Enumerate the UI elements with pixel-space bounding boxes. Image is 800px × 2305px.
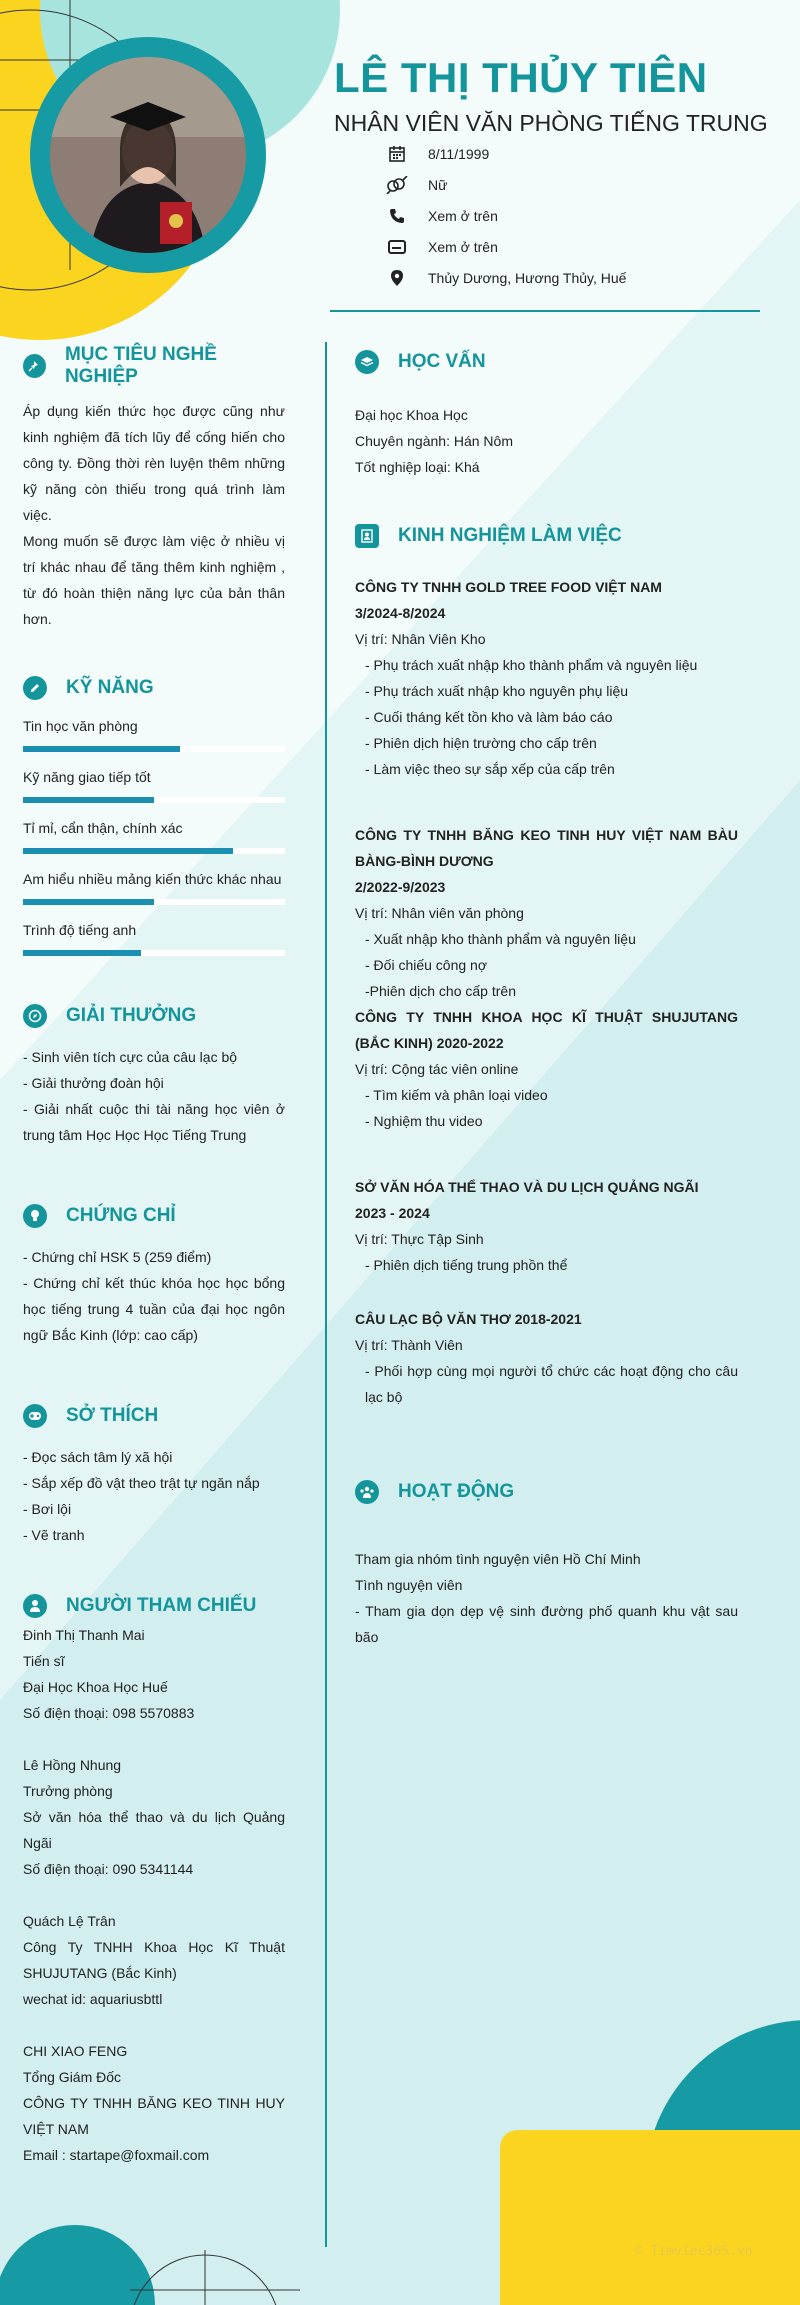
watermark: © Timviec365.vn	[635, 2244, 753, 2259]
job-task: - Đối chiếu công nợ	[365, 957, 488, 973]
job-company: CÔNG TY TNHH KHOA HỌC KĨ THUẬT SHUJUTANG (BẮC KINH) 2020-2022	[355, 1009, 738, 1051]
hobby-item: - Bơi lội	[23, 1501, 72, 1517]
contact-phone	[380, 200, 626, 231]
job-entry	[355, 1004, 738, 1134]
activity-line: Tình nguyện viên	[355, 1577, 463, 1593]
skill-bar	[23, 899, 285, 905]
gamepad-icon	[23, 1404, 47, 1428]
job-task: - Làm việc theo sự sắp xếp của cấp trên	[365, 761, 615, 777]
skills-title: KỸ NĂNG	[66, 677, 154, 698]
job-task: - Tìm kiếm và phân loại video	[365, 1087, 548, 1103]
awards-section	[23, 1000, 285, 1148]
award-item: - Sinh viên tích cực của câu lạc bộ	[23, 1049, 238, 1065]
hobby-item: - Đọc sách tâm lý xã hội	[23, 1449, 173, 1465]
skill-label: Tin học văn phòng	[23, 718, 138, 734]
contact-card-icon	[355, 524, 379, 548]
reference-name: Quách Lệ Trân	[23, 1913, 116, 1929]
job-task: - Phụ trách xuất nhập kho thành phẩm và nguyên liệu	[365, 657, 698, 673]
job-position: Vị trí: Thành Viên	[355, 1337, 463, 1353]
pencil-icon	[23, 676, 47, 700]
certificate-item: - Chứng chỉ HSK 5 (259 điểm)	[23, 1249, 212, 1265]
community-icon	[355, 1480, 379, 1504]
objective-paragraph-2: Mong muốn sẽ được làm việc ở nhiều vị trí khác nhau để tăng thêm kinh nghiệm , từ đó hoàn thiện năng lực của bản thân hơn.	[23, 533, 285, 627]
education-line: Tốt nghiệp loại: Khá	[355, 459, 480, 475]
objective-section	[23, 344, 285, 632]
certificates-section	[23, 1200, 285, 1348]
job-task: - Phối hợp cùng mọi người tổ chức các hoạt động cho câu lạc bộ	[365, 1363, 738, 1405]
awards-title: GIẢI THƯỞNG	[66, 1005, 197, 1026]
job-position: Vị trí: Cộng tác viên online	[355, 1061, 519, 1077]
skill-bar-fill	[23, 797, 154, 803]
skill-label: Am hiểu nhiều mảng kiến thức khác nhau	[23, 871, 282, 887]
skill-bar	[23, 797, 285, 803]
contact-email	[380, 231, 626, 262]
references-title: NGƯỜI THAM CHIẾU	[66, 1595, 257, 1616]
hobby-item: - Sắp xếp đồ vật theo trật tự ngăn nắp	[23, 1475, 260, 1491]
skills-list	[23, 716, 285, 956]
job-task: - Xuất nhập kho thành phẩm và nguyên liệu	[365, 931, 636, 947]
education-section	[355, 346, 738, 480]
award-item: - Giải thưởng đoàn hội	[23, 1075, 164, 1091]
job-period: 3/2024-8/2024	[355, 605, 446, 621]
skill-bar	[23, 950, 285, 956]
job-position: Vị trí: Nhân Viên Kho	[355, 631, 486, 647]
skill-item	[23, 818, 285, 854]
skill-bar-fill	[23, 746, 180, 752]
reference-name: Lê Hồng Nhung	[23, 1757, 122, 1773]
contact-address	[380, 262, 626, 293]
reference-name: Đinh Thị Thanh Mai	[23, 1627, 145, 1643]
job-entry	[355, 1174, 738, 1278]
contact-gender	[380, 169, 626, 200]
hobby-item: - Vẽ tranh	[23, 1527, 85, 1543]
activity-line: Tham gia nhóm tình nguyện viên Hồ Chí Minh	[355, 1551, 641, 1567]
activity-line: - Tham gia dọn dẹp vệ sinh đường phố quanh khu vật sau bão	[355, 1603, 738, 1645]
job-entry	[355, 1306, 738, 1410]
objective-title: MỤC TIÊU NGHỀ NGHIỆP	[64, 344, 217, 387]
job-entry	[355, 822, 738, 1004]
job-position: Vị trí: Nhân viên văn phòng	[355, 905, 524, 921]
pin-icon	[23, 354, 46, 378]
hobbies-section	[23, 1400, 285, 1548]
address-text: Thủy Dương, Hương Thủy, Huế	[428, 269, 627, 286]
job-position: Vị trí: Thực Tập Sinh	[355, 1231, 484, 1247]
certificates-title: CHỨNG CHỈ	[66, 1205, 176, 1226]
location-pin-icon	[380, 269, 414, 287]
reference-line: Số điện thoại: 090 5341144	[23, 1861, 194, 1877]
activities-section	[355, 1476, 738, 1650]
reference-line: CÔNG TY TNHH BĂNG KEO TINH HUY VIỆT NAM	[23, 2095, 285, 2137]
reference-line: Trưởng phòng	[23, 1783, 113, 1799]
skill-item	[23, 767, 285, 803]
candidate-name: LÊ THỊ THỦY TIÊN	[334, 54, 708, 101]
skills-section	[23, 672, 285, 971]
email-text: Xem ở trên	[428, 238, 498, 255]
job-period: 2023 - 2024	[355, 1205, 430, 1221]
phone-text: Xem ở trên	[428, 207, 498, 224]
contact-list	[380, 138, 626, 293]
column-divider	[325, 342, 327, 2247]
contact-birthdate	[380, 138, 626, 169]
reference-line: Tổng Giám Đốc	[23, 2069, 122, 2085]
activities-title: HOẠT ĐỘNG	[398, 1481, 515, 1502]
skill-bar-fill	[23, 899, 154, 905]
job-title: NHÂN VIÊN VĂN PHÒNG TIẾNG TRUNG	[334, 110, 768, 136]
job-task: - Phụ trách xuất nhập kho nguyên phụ liệu	[365, 683, 629, 699]
skill-item	[23, 869, 285, 905]
reference-line: Email : startape@foxmail.com	[23, 2147, 210, 2163]
birthdate-text: 8/11/1999	[428, 145, 490, 162]
phone-icon	[380, 208, 414, 224]
reference-line: Số điện thoại: 098 5570883	[23, 1705, 195, 1721]
reference-line: Đại Học Khoa Học Huế	[23, 1679, 168, 1695]
award-item: - Giải nhất cuộc thi tài năng học viên ở trung tâm Học Học Học Tiếng Trung	[23, 1101, 285, 1143]
reference-line: wechat id: aquariusbttl	[23, 1991, 163, 2007]
reference-line: Tiến sĩ	[23, 1653, 65, 1669]
email-icon	[380, 239, 414, 255]
skill-label: Kỹ năng giao tiếp tốt	[23, 769, 151, 785]
job-company: CÂU LẠC BỘ VĂN THƠ 2018-2021	[355, 1311, 582, 1327]
layers-icon	[355, 350, 379, 374]
job-company: CÔNG TY TNHH BĂNG KEO TINH HUY VIỆT NAM BÀU BÀNG-BÌNH DƯƠNG	[355, 827, 738, 869]
experience-section	[355, 520, 738, 1410]
references-section	[23, 1590, 285, 2168]
job-task: - Phiên dịch tiếng trung phồn thể	[365, 1257, 568, 1273]
lightbulb-icon	[23, 1204, 47, 1228]
skill-bar-fill	[23, 848, 233, 854]
job-company: SỞ VĂN HÓA THỂ THAO VÀ DU LỊCH QUẢNG NGÃI	[355, 1179, 699, 1195]
skill-bar	[23, 746, 285, 752]
gender-text: Nữ	[428, 176, 448, 193]
skill-item	[23, 716, 285, 752]
education-title: HỌC VẤN	[398, 351, 486, 372]
objective-paragraph-1: Áp dụng kiến thức học được cũng như kinh nghiệm đã tích lũy để cống hiến cho công ty. Đồng thời rèn luyện thêm những kỹ năng còn thiếu trong quá trình làm việc.	[23, 403, 285, 523]
certificate-item: - Chứng chỉ kết thúc khóa học học bổng học tiếng trung 4 tuần của đại học ngôn ngữ Bắc Kinh (lớp: cao cấp)	[23, 1275, 285, 1343]
skill-bar	[23, 848, 285, 854]
education-line: Đại học Khoa Học	[355, 407, 468, 423]
job-company: CÔNG TY TNHH GOLD TREE FOOD VIỆT NAM	[355, 579, 662, 595]
hobbies-title: SỞ THÍCH	[66, 1405, 159, 1426]
reference-line: Sở văn hóa thể thao và du lịch Quảng Ngãi	[23, 1809, 285, 1851]
job-task: - Phiên dịch hiện trường cho cấp trên	[365, 735, 597, 751]
reference-line: Công Ty TNHH Khoa Học Kĩ Thuật SHUJUTANG (Bắc Kinh)	[23, 1939, 285, 1981]
reference-name: CHI XIAO FENG	[23, 2043, 128, 2059]
skill-label: Tỉ mỉ, cẩn thận, chính xác	[23, 820, 183, 836]
job-task: -Phiên dịch cho cấp trên	[365, 983, 516, 999]
header-divider	[330, 310, 760, 312]
job-entry	[355, 574, 738, 782]
compass-icon	[23, 1004, 47, 1028]
skill-label: Trình độ tiếng anh	[23, 922, 137, 938]
job-task: - Nghiệm thu video	[365, 1113, 483, 1129]
job-period: 2/2022-9/2023	[355, 879, 446, 895]
skill-bar-fill	[23, 950, 141, 956]
education-line: Chuyên ngành: Hán Nôm	[355, 433, 513, 449]
person-icon	[23, 1594, 47, 1618]
job-task: - Cuối tháng kết tồn kho và làm báo cáo	[365, 709, 613, 725]
profile-photo	[50, 57, 246, 253]
experience-title: KINH NGHIỆM LÀM VIỆC	[398, 525, 622, 546]
calendar-icon	[380, 145, 414, 163]
skill-item	[23, 920, 285, 956]
gender-icon	[380, 176, 414, 194]
